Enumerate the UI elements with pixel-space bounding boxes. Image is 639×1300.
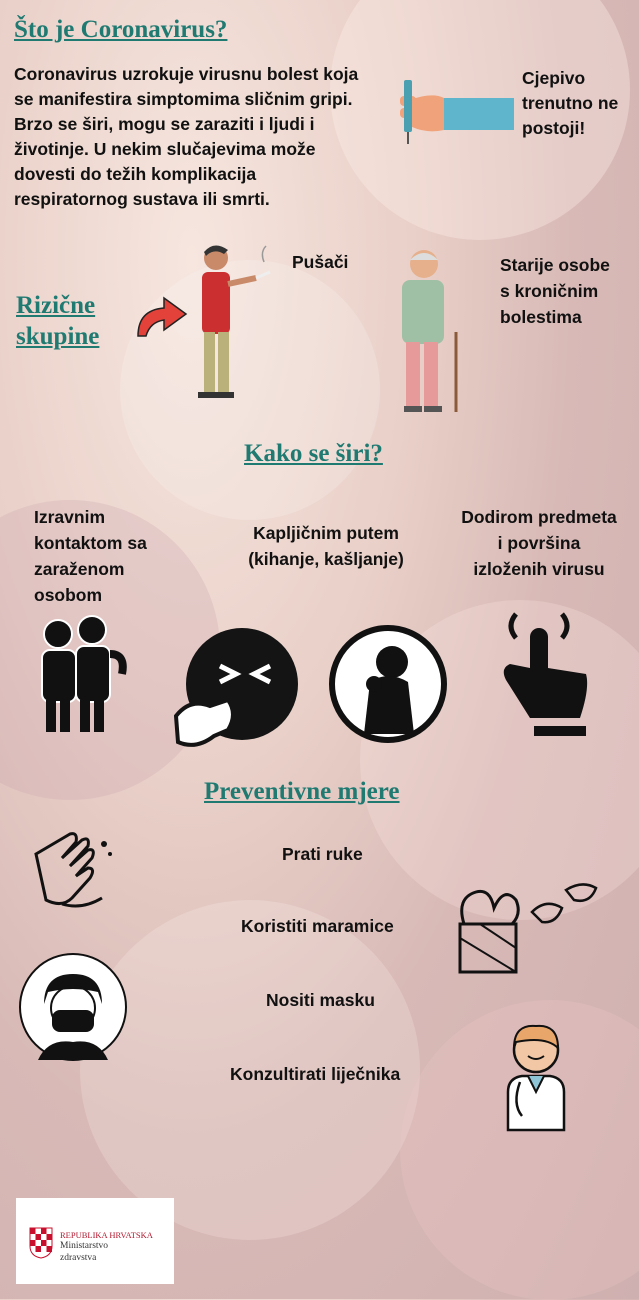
section-title-prevention: Preventivne mjere	[204, 778, 400, 805]
prevention-item-wash-hands: Prati ruke	[282, 844, 363, 864]
direct-contact-label: Izravnim kontaktom sa zaraženom osobom	[34, 507, 147, 605]
cough-person-icon	[328, 624, 450, 746]
mask-person-icon	[18, 952, 128, 1062]
ministry-logo	[16, 1198, 174, 1284]
smoker-icon	[194, 242, 274, 402]
droplet-label: Kapljičnim putem (kihanje, kašljanje)	[248, 523, 404, 569]
pointing-hand-icon	[496, 608, 606, 748]
section-title-risk-groups: Rizične skupine	[16, 292, 100, 350]
prevention-item-tissues: Koristiti maramice	[241, 916, 394, 936]
red-arrow-icon	[132, 292, 192, 342]
vaccine-note: Cjepivo trenutno ne postoji!	[522, 68, 619, 138]
prevention-item-doctor: Konzultirati liječnika	[230, 1064, 401, 1084]
sneeze-face-icon	[170, 626, 300, 756]
hand-washing-icon	[22, 814, 122, 914]
logo-text-country: REPUBLIKA HRVATSKA	[60, 1230, 153, 1240]
vaccine-icon	[392, 78, 512, 148]
section-title-what-is: Što je Coronavirus?	[14, 16, 228, 43]
logo-text-health: zdravstva	[60, 1253, 97, 1263]
prevention-item-mask: Nositi masku	[266, 990, 375, 1010]
section-title-how-spreads: Kako se širi?	[244, 440, 383, 467]
logo-text-ministry: Ministarstvo	[60, 1241, 109, 1251]
doctor-icon	[502, 1020, 572, 1132]
elderly-person-icon	[392, 246, 472, 416]
people-contact-icon	[34, 614, 124, 734]
surface-touch-label: Dodirom predmeta i površina izloženih virusu	[461, 507, 617, 579]
croatian-coat-of-arms-icon	[30, 1228, 52, 1258]
elderly-label: Starije osobe s kroničnim bolestima	[500, 255, 610, 327]
tissues-icon	[446, 878, 616, 978]
smokers-label: Pušači	[292, 252, 349, 272]
intro-text: Coronavirus uzrokuje virusnu bolest koja se manifestira simptomima sličnim gripi. Brzo se širi, mogu se zaraziti i ljudi i životinje. U nekim slučajevima može dovesti do težih komplikacija respiratornog sustava ili smrti.	[14, 64, 359, 209]
